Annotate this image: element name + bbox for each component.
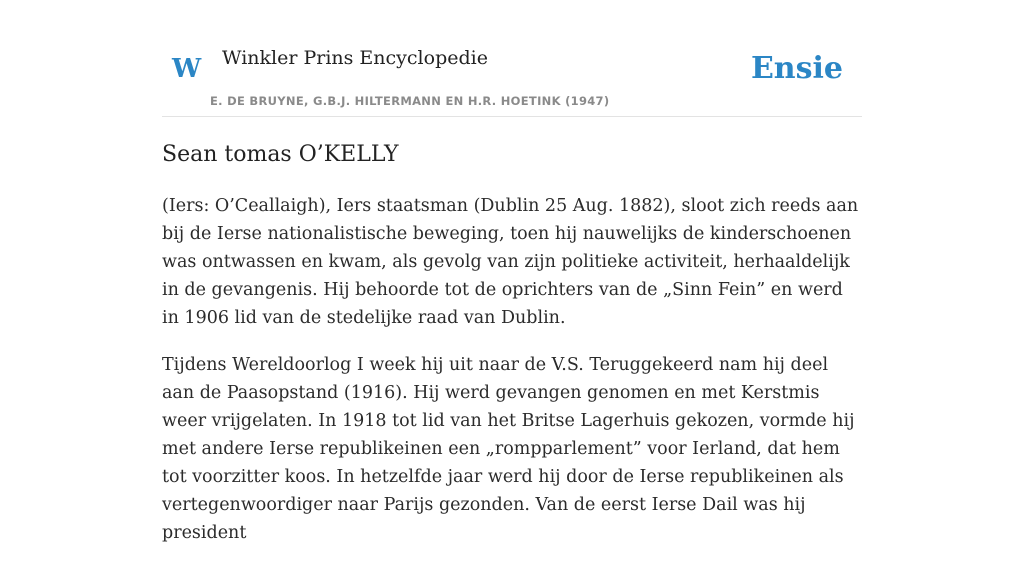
- site-header: [162, 0, 862, 117]
- article-title: Sean tomas O’KELLY: [162, 142, 399, 167]
- encyclopedia-authors: E. DE BRUYNE, G.B.J. HILTERMANN EN H.R. HOETINK (1947): [210, 94, 610, 108]
- ensie-logo-link[interactable]: Ensie: [750, 51, 843, 86]
- article-paragraph: (Iers: O’Ceallaigh), Iers staatsman (Dublin 25 Aug. 1882), sloot zich reeds aan bij de Ierse nationalistische beweging, toen hij nauwelijks de kinderschoenen was ontwassen en kwam, als gevolg van zijn politieke activiteit, herhaaldelijk in de gevangenis. Hij behoorde tot de oprichters van de „Sinn Fein” en werd in 1906 lid van de stedelijke raad van Dublin.: [162, 196, 859, 328]
- encyclopedia-title-link[interactable]: Winkler Prins Encyclopedie: [222, 47, 488, 69]
- article-body: [162, 192, 862, 566]
- article-paragraph: Tijdens Wereldoorlog I week hij uit naar de V.S. Teruggekeerd nam hij deel aan de Paasopstand (1916). Hij werd gevangen genomen en met Kerstmis weer vrijgelaten. In 1918 tot lid van het Britse Lagerhuis gekozen, vormde hij met andere Ierse republikeinen een „rompparlement” voor Ierland, dat hem tot voorzitter koos. In hetzelfde jaar werd hij door de Ierse republikeinen als vertegenwoordiger naar Parijs gezonden. Van de eerst Ierse Dail was hij president: [162, 355, 855, 543]
- winkler-prins-logo-icon[interactable]: W: [172, 54, 202, 84]
